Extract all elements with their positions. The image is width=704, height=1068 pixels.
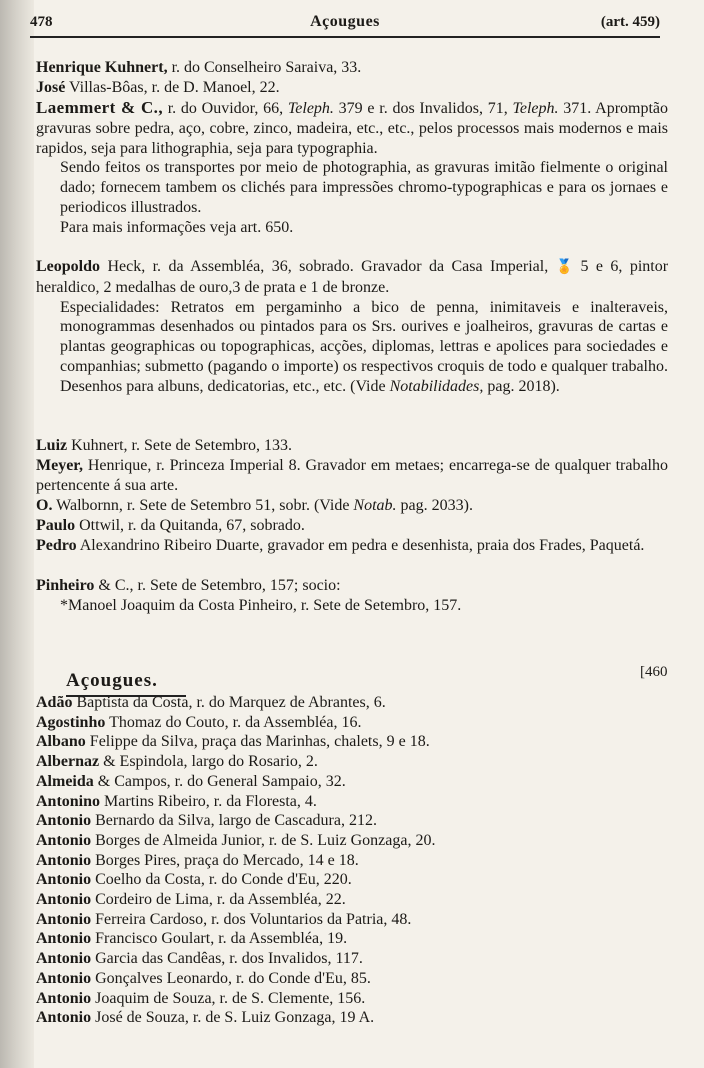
- list-item: [36, 772, 656, 792]
- teleph-label: Teleph.: [287, 100, 334, 117]
- entry-name: Pinheiro: [36, 577, 95, 594]
- entry-name: Pedro: [36, 537, 77, 554]
- list-item-text: José de Souza, r. de S. Luiz Gonzaga, 19 A.: [95, 1009, 375, 1027]
- entry-name: José: [36, 79, 66, 96]
- list-item: [36, 870, 656, 890]
- running-title: Açougues: [310, 13, 380, 30]
- list-item: [36, 890, 656, 910]
- section-title: Açougues.: [66, 670, 158, 691]
- entry-address: Heck, r. da Assembléa, 36, sobrado. Gravador da Casa Imperial,: [107, 258, 549, 275]
- list-item: [36, 693, 656, 713]
- list-item-name: Antonino: [36, 792, 101, 810]
- header-rule: [30, 36, 660, 38]
- list-item: [36, 752, 656, 772]
- list-item-text: Felippe da Silva, praça das Marinhas, chalets, 9 e 18.: [89, 733, 430, 751]
- entry-address-2: 379 e r. dos Invalidos, 71,: [338, 100, 508, 117]
- list-item: [36, 1008, 656, 1028]
- list-item-name: Antonio: [36, 969, 92, 987]
- header-article-ref: (art. 459): [600, 14, 660, 30]
- page-ref: pag. 2033).: [400, 497, 473, 514]
- list-item: [36, 713, 656, 733]
- entry-text: Villas-Bôas, r. de D. Manoel, 22.: [69, 79, 280, 96]
- entry-name: O.: [36, 497, 53, 514]
- list-item-text: Borges Pires, praça do Mercado, 14 e 18.: [95, 851, 359, 869]
- list-item-name: Antonio: [36, 831, 92, 849]
- entry-text: r. do Conselheiro Saraiva, 33.: [171, 59, 362, 76]
- entry-paragraph: [36, 298, 668, 397]
- entry-awards: 5 e 6, pintor heraldico, 2 medalhas de ouro,3 de prata e 1 de bronze.: [36, 258, 669, 296]
- entry-text: Kuhnert, r. Sete de Setembro, 133.: [71, 437, 292, 454]
- entry-name: Henrique Kuhnert,: [36, 59, 168, 76]
- list-item-name: Antonio: [36, 930, 92, 948]
- entry-name: Meyer,: [36, 457, 83, 474]
- list-item-name: Antonio: [36, 989, 92, 1007]
- entry-text: Walbornn, r. Sete de Setembro 51, sobr. (Vide: [56, 497, 350, 514]
- list-item-text: Martins Ribeiro, r. da Floresta, 4.: [104, 792, 317, 810]
- list-item-name: Antonio: [36, 891, 92, 909]
- entry-paragraph: Para mais informações veja art. 650.: [60, 218, 294, 236]
- notab-ref: Notab.: [353, 497, 397, 514]
- list-item-text: & Campos, r. do General Sampaio, 32.: [97, 772, 346, 790]
- list-item-text: Garcia das Candêas, r. dos Invalidos, 117.: [95, 950, 363, 968]
- entry-text: & C., r. Sete de Setembro, 157; socio:: [98, 577, 341, 594]
- entry-name: Laemmert & C.,: [36, 98, 163, 117]
- page-number: 478: [30, 14, 53, 30]
- medal-icon: 🏅: [555, 260, 574, 275]
- list-item: [36, 910, 656, 930]
- entry-meyer: [36, 456, 668, 496]
- entry-text: Alexandrino Ribeiro Duarte, gravador em pedra e desenhista, praia dos Frades, Paquetá.: [79, 537, 645, 554]
- list-item-text: Francisco Goulart, r. da Assembléa, 19.: [95, 930, 348, 948]
- list-item-text: Ferreira Cardoso, r. dos Voluntarios da Patria, 48.: [95, 910, 412, 928]
- section-article-ref: [460: [640, 664, 668, 680]
- entry-pinheiro: [36, 576, 668, 616]
- list-item: [36, 811, 656, 831]
- entry-name: Luiz: [36, 437, 68, 454]
- list-item-text: & Espindola, largo do Rosario, 2.: [103, 753, 318, 771]
- list-item-name: Albano: [36, 733, 86, 751]
- notab-ref: Notabilidades,: [389, 377, 484, 395]
- list-item-text: Cordeiro de Lima, r. da Assembléa, 22.: [95, 891, 346, 909]
- entry-paragraph: Sendo feitos os transportes por meio de photographia, as gravuras imitão fielmente o original dado; fornecem tambem os clichés para impressões chromo-typographicas e para os jornaes e periodicos illustrados.: [60, 159, 668, 216]
- entry-walbornn: [36, 496, 668, 516]
- list-item-text: Borges de Almeida Junior, r. de S. Luiz Gonzaga, 20.: [95, 831, 436, 849]
- list-item-name: Albernaz: [36, 753, 100, 771]
- list-item: [36, 732, 656, 752]
- list-item-name: Antonio: [36, 812, 92, 830]
- list-item-text: Thomaz do Couto, r. da Assembléa, 16.: [109, 713, 362, 731]
- teleph-label: Teleph.: [512, 100, 559, 117]
- entry-luiz-kuhnert: [36, 436, 668, 456]
- entry-text: Ottwil, r. da Quitanda, 67, sobrado.: [79, 517, 305, 534]
- entry-paulo-ottwil: [36, 516, 668, 536]
- list-item-name: Antonio: [36, 910, 92, 928]
- entry-laemmert: [36, 98, 668, 238]
- list-item: [36, 929, 656, 949]
- list-item-name: Adão: [36, 694, 73, 711]
- socio-line: *Manoel Joaquim da Costa Pinheiro, r. Sete de Setembro, 157.: [60, 596, 462, 614]
- list-item-name: Almeida: [36, 772, 94, 790]
- list-item: [36, 989, 656, 1009]
- list-item: [36, 831, 656, 851]
- list-item-name: Agostinho: [36, 713, 106, 731]
- list-item-text: Coelho da Costa, r. do Conde d'Eu, 220.: [95, 871, 352, 889]
- list-item: [36, 969, 656, 989]
- list-item-name: Antonio: [36, 950, 92, 968]
- page-ref: pag. 2018).: [487, 377, 560, 395]
- list-item-name: Antonio: [36, 1009, 92, 1027]
- entry-leopoldo-heck: [36, 257, 668, 397]
- entry-description: 371. Apromptão gravuras sobre pedra, aço, cobre, zinco, madeira, etc., etc., pelos processos mais modernos e mais rapidos, seja para lithographia, seja para typographia.: [36, 100, 669, 157]
- entry-henrique-kuhnert: [36, 58, 668, 78]
- entry-name: Paulo: [36, 517, 76, 534]
- entry-pedro-duarte: [36, 536, 668, 556]
- list-item-text: Joaquim de Souza, r. de S. Clemente, 156.: [95, 989, 366, 1007]
- page-header: [30, 10, 660, 36]
- list-item-name: Antonio: [36, 851, 92, 869]
- list-item: [36, 949, 656, 969]
- specialities-text: Especialidades: Retratos em pergaminho a bico de penna, inimitaveis e inalteraveis, monogrammas desenhados ou pintados para os Srs. ourives e joalheiros, gravuras de cartas e plantas geographicas ou topographicas, acções, diplomas, lettras e apolices para sociedades e companhias; submetto (pagando o importe) os respectivos croquis de todo e qualquer trabalho. Desenhos para albuns, dedicatorias, etc., etc. (Vide: [60, 298, 668, 395]
- list-item-text: Bernardo da Silva, largo de Cascadura, 212.: [95, 812, 377, 830]
- page-gutter-shadow: [0, 0, 34, 1068]
- entry-jose-villas-boas: [36, 78, 668, 98]
- list-item-text: Baptista da Costa, r. do Marquez de Abrantes, 6.: [76, 694, 386, 711]
- entry-name: Leopoldo: [36, 258, 101, 275]
- list-item-name: Antonio: [36, 871, 92, 889]
- list-item-text: Gonçalves Leonardo, r. do Conde d'Eu, 85.: [95, 969, 371, 987]
- entry-address: r. do Ouvidor, 66,: [167, 100, 284, 117]
- list-item: [36, 851, 656, 871]
- entry-text: Henrique, r. Princeza Imperial 8. Gravador em metaes; encarrega-se de qualquer trabalho pertencente á sua arte.: [36, 457, 668, 494]
- butchers-list: [36, 693, 656, 1028]
- list-item: [36, 792, 656, 812]
